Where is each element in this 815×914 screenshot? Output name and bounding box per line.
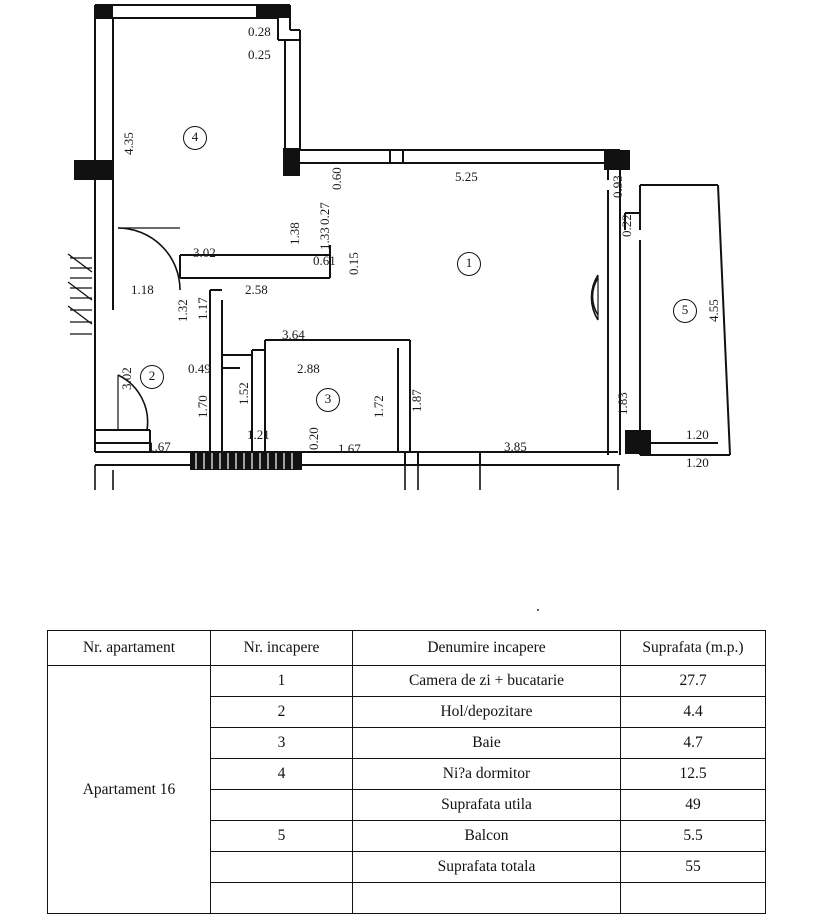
dimension-label: 0.25 — [248, 47, 271, 62]
room-number-2: 2 — [140, 365, 164, 389]
column-header-room-number: Nr. incapere — [211, 631, 353, 666]
dimension-label: 3.64 — [282, 327, 305, 342]
dimension-label: 2.58 — [245, 282, 268, 297]
cell-area: 55 — [621, 852, 766, 883]
cell-room-number: 5 — [211, 821, 353, 852]
dimension-label: 3.02 — [119, 367, 134, 390]
room-number-1: 1 — [457, 252, 481, 276]
cell-room-name: Suprafata utila — [353, 790, 621, 821]
column-header-area: Suprafata (m.p.) — [621, 631, 766, 666]
dimension-label: 4.35 — [121, 132, 136, 155]
apartment-label-cell: Apartament 16 — [48, 666, 211, 914]
dimension-label: 0.60 — [329, 167, 344, 190]
cell-area — [621, 883, 766, 914]
dimension-label: 1.20 — [686, 455, 709, 470]
dimension-label: 5.25 — [455, 169, 478, 184]
cell-room-name: Baie — [353, 728, 621, 759]
dimension-label: 0.61 — [313, 253, 336, 268]
table-row — [48, 666, 766, 697]
dimension-label: 4.55 — [706, 299, 721, 322]
dimension-label: 1.52 — [236, 382, 251, 405]
cell-room-name: Ni?a dormitor — [353, 759, 621, 790]
dimension-label: 0.49 — [188, 361, 211, 376]
dimension-label: 1.32 — [175, 299, 190, 322]
cell-area: 49 — [621, 790, 766, 821]
dimension-label: 1.20 — [686, 427, 709, 442]
cell-room-number — [211, 790, 353, 821]
cell-room-number: 3 — [211, 728, 353, 759]
dimension-label: 2.88 — [297, 361, 320, 376]
dimension-label: 1.70 — [195, 395, 210, 418]
table-header-row — [48, 631, 766, 666]
dimension-label: 0.27 — [317, 202, 332, 225]
cell-room-name: Hol/depozitare — [353, 697, 621, 728]
cell-room-number: 2 — [211, 697, 353, 728]
dimension-label: 1.83 — [615, 392, 630, 415]
cell-room-number: 1 — [211, 666, 353, 697]
stray-dot — [537, 609, 539, 611]
room-number-3: 3 — [316, 388, 340, 412]
dimension-label: 0.22 — [619, 214, 634, 237]
dimension-label: 1.67 — [148, 439, 171, 454]
dimension-label: 0.93 — [610, 175, 625, 198]
dimension-label: 1.38 — [287, 222, 302, 245]
dimension-label: 1.18 — [131, 282, 154, 297]
column-header-room-name: Denumire incapere — [353, 631, 621, 666]
cell-room-number: 4 — [211, 759, 353, 790]
cell-room-name: Suprafata totala — [353, 852, 621, 883]
dimension-label: 1.17 — [195, 297, 210, 320]
cell-area: 12.5 — [621, 759, 766, 790]
room-number-5: 5 — [673, 299, 697, 323]
dimension-label: 3.02 — [193, 245, 216, 260]
room-schedule-table — [47, 630, 765, 914]
cell-room-name — [353, 883, 621, 914]
cell-room-number — [211, 883, 353, 914]
cell-room-number — [211, 852, 353, 883]
dimension-label: 1.72 — [371, 395, 386, 418]
dimension-label: 1.33 — [317, 227, 332, 250]
dimension-label: 3.85 — [504, 439, 527, 454]
cell-room-name: Balcon — [353, 821, 621, 852]
cell-area: 27.7 — [621, 666, 766, 697]
cell-area: 4.4 — [621, 697, 766, 728]
dimension-label: 1.67 — [338, 441, 361, 456]
column-header-apartment: Nr. apartament — [48, 631, 211, 666]
room-number-4: 4 — [183, 126, 207, 150]
dimension-label: 1.21 — [247, 427, 270, 442]
dimension-label: 0.28 — [248, 24, 271, 39]
dimension-label: 0.15 — [346, 252, 361, 275]
cell-area: 4.7 — [621, 728, 766, 759]
dimension-label: 0.20 — [306, 427, 321, 450]
dimension-label: 1.87 — [409, 389, 424, 412]
cell-room-name: Camera de zi + bucatarie — [353, 666, 621, 697]
cell-area: 5.5 — [621, 821, 766, 852]
